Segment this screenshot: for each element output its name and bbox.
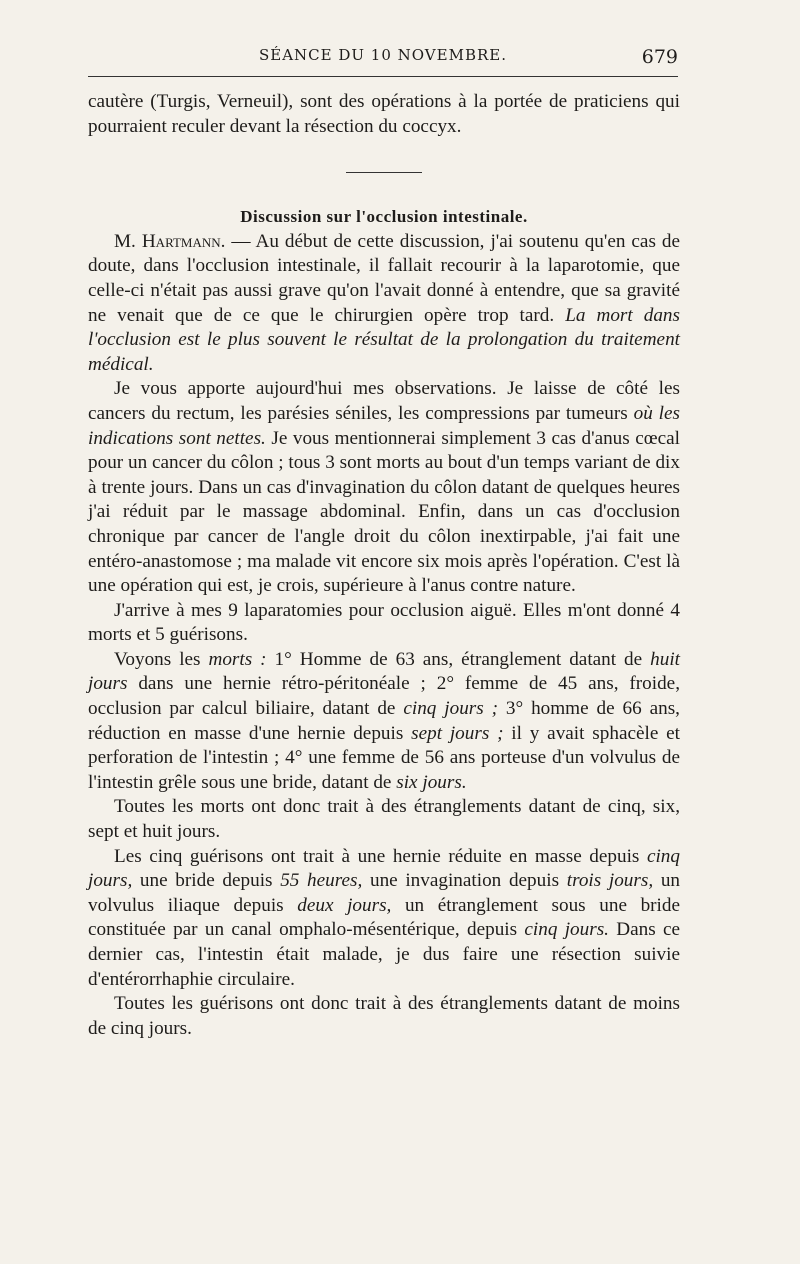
p4-j: six jours. — [396, 771, 467, 793]
paragraph-2-text-c: Je vous mentionnerai simplement 3 cas d'anus cœcal pour un cancer du côlon ; tous 3 sont morts au bout d'un temps variant de dix à trente jours. Dans un cas d'invagination du côlon datant de quelques heures j'ai réduit par le massage abdominal. Enfin, dans un cas d'occlusion chronique par cancer de l'angle droit du côlon inextirpable, j'ai fait une entéro-anastomose ; ma malade vit encore six mois après l'opération. C'est là une opération qui est, je crois, supérieure à l'anus contre nature. — [88, 427, 680, 597]
p6-f: trois jours, — [566, 870, 654, 892]
paragraph-1-italic: La mort dans l'occlusion est le plus souvent le résultat de la prolongation du traitement médical. — [88, 304, 680, 375]
p4-h: sept jours ; — [411, 722, 504, 744]
p4-d: huit jours — [88, 648, 680, 695]
paragraph-7: Toutes les guérisons ont donc trait à des étranglements datant de moins de cinq jours. — [88, 993, 680, 1039]
p4-g: 3° homme de 66 ans, réduction en masse d'une hernie depuis — [88, 698, 680, 744]
p6-k: Dans ce dernier cas, l'intestin était malade, je dus faire une résection suivie d'entérorrhaphie circulaire. — [88, 919, 681, 990]
p6-d: 55 heures, — [280, 870, 363, 892]
p4-f: cinq jours ; — [403, 698, 499, 720]
p4-e: dans une hernie rétro-péritonéale ; 2° femme de 45 ans, froide, occlusion par calcul biliaire, datant de — [88, 673, 680, 720]
p6-g: un volvulus iliaque depuis — [88, 870, 681, 916]
paragraph-4 — [88, 648, 680, 796]
paragraph-2-text-a: Je vous apporte aujourd'hui mes observations. Je laisse de côté les cancers du rectum, les parésies séniles, les compressions par tumeurs — [88, 378, 680, 424]
p4-i: il y avait sphacèle et perforation de l'intestin ; 4° une femme de 56 ans porteuse d'un volvulus de l'intestin grêle sous une bride, datant de — [88, 722, 680, 793]
paragraph-2 — [88, 377, 680, 598]
p4-b: morts : — [208, 648, 267, 670]
header-title: SÉANCE DU 10 NOVEMBRE. — [258, 46, 507, 64]
p6-i: un étranglement sous une bride constituée par un canal omphalo-mésentérique, depuis — [88, 894, 680, 941]
paragraph-2-italic: où les indications sont nettes. — [88, 402, 680, 449]
p6-h: deux jours, — [297, 894, 392, 916]
running-header — [88, 46, 678, 68]
page-number: 679 — [641, 46, 678, 68]
paragraph-1-text: — Au début de cette discussion, j'ai soutenu qu'en cas de doute, dans l'occlusion intestinale, il fallait recourir à la laparotomie, que celle-ci n'était pas aussi grave qu'on l'avait donné à entendre, que sa gravité ne venait que de ce que le chirurgien opère trop tard. — [88, 230, 680, 326]
p6-a: Les cinq guérisons ont trait à une hernie réduite en masse depuis — [114, 845, 647, 867]
body-text — [88, 90, 680, 1041]
p6-c: une bride depuis — [132, 870, 281, 892]
p6-b: cinq jours, — [88, 845, 680, 892]
paragraph-6 — [88, 845, 680, 993]
paragraph-5: Toutes les morts ont donc trait à des étranglements datant de cinq, six, sept et huit jours. — [88, 796, 680, 843]
p4-a: Voyons les — [114, 648, 209, 670]
intro-paragraph: cautère (Turgis, Verneuil), sont des opérations à la portée de praticiens qui pourraient reculer devant la résection du coccyx. — [88, 91, 680, 137]
speaker-name: M. Hartmann. — [114, 230, 226, 252]
section-heading: Discussion sur l'occlusion intestinale. — [240, 207, 528, 227]
header-rule — [88, 76, 678, 77]
p6-e: une invagination depuis — [362, 870, 567, 892]
paragraph-1 — [88, 230, 680, 378]
p4-c: 1° Homme de 63 ans, étranglement datant de — [266, 648, 651, 670]
section-separator — [346, 172, 422, 173]
paragraph-3: J'arrive à mes 9 laparatomies pour occlusion aiguë. Elles m'ont donné 4 morts et 5 guérisons. — [88, 599, 680, 646]
p6-j: cinq jours. — [524, 919, 609, 941]
